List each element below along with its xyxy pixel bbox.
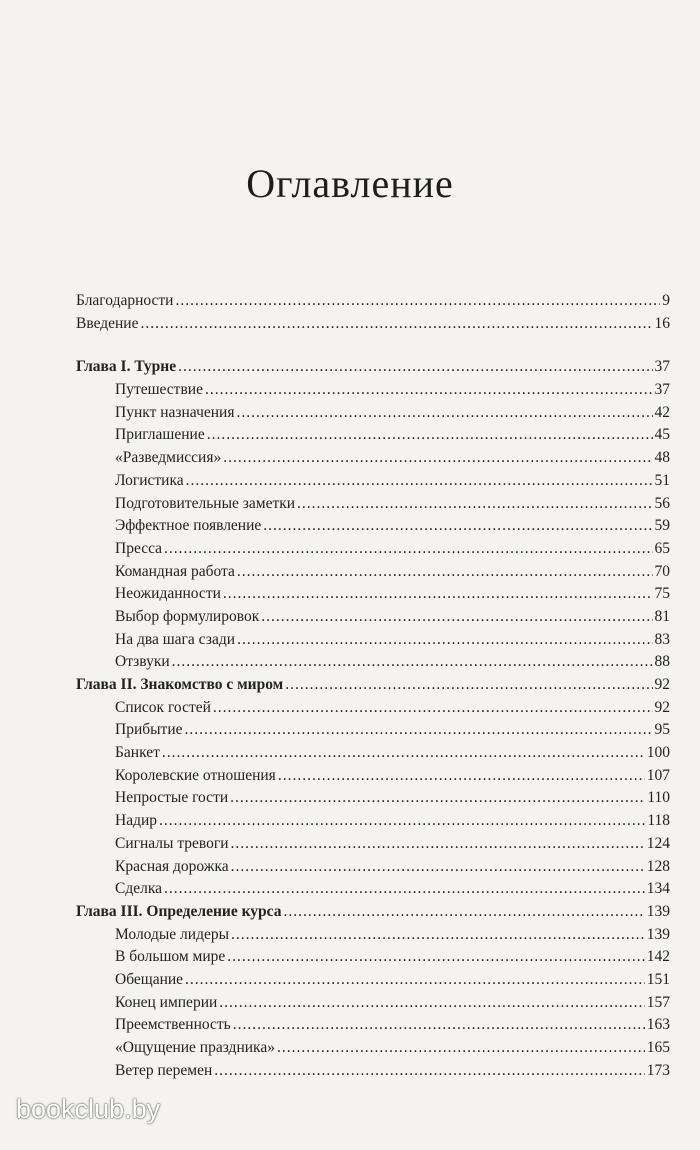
toc-entry-page: 139	[646, 902, 670, 920]
dot-leader	[185, 719, 653, 742]
toc-entry	[76, 878, 670, 901]
toc-entry-title: Молодые лидеры	[115, 925, 229, 943]
watermark: bookclub.by	[16, 1094, 161, 1124]
toc-chapter	[76, 356, 670, 379]
toc-entry-page: 92	[654, 676, 670, 693]
toc-entry-title: Непростые гости	[115, 789, 229, 807]
toc-entry	[76, 810, 670, 833]
toc-entry-title: Эффектное появление	[115, 517, 262, 535]
dot-leader	[285, 674, 652, 697]
toc-entry-title: Выбор формулировок	[115, 607, 260, 625]
toc-entry-title: На два шага сзади	[115, 630, 236, 648]
table-of-contents	[76, 290, 670, 1082]
toc-entry-title: Введение	[76, 314, 139, 332]
dot-leader	[164, 878, 645, 901]
toc-entry-page: 139	[646, 925, 670, 943]
dot-leader	[231, 924, 645, 947]
toc-entry-page: 165	[646, 1039, 670, 1056]
toc-entry-title: Отзвуки	[115, 653, 170, 671]
toc-entry	[76, 924, 670, 947]
dot-leader	[237, 629, 652, 652]
toc-entry	[76, 742, 670, 765]
toc-entry-page: 65	[654, 539, 670, 557]
toc-entry-page: 142	[646, 948, 670, 966]
toc-entry-page: 56	[654, 494, 670, 512]
dot-leader	[185, 969, 645, 992]
toc-entry-page: 134	[646, 880, 670, 898]
toc-entry-page: 48	[654, 449, 670, 467]
dot-leader	[223, 447, 652, 470]
toc-entry-page: 110	[647, 789, 670, 807]
toc-entry-title: Банкет	[115, 744, 160, 762]
toc-entry	[76, 1037, 670, 1060]
toc-entry-page: 157	[646, 993, 670, 1011]
toc-entry-page: 70	[654, 562, 670, 580]
toc-entry	[76, 833, 670, 856]
dot-leader	[205, 379, 653, 402]
toc-entry-title: Подготовительные заметки	[115, 494, 296, 512]
toc-entry	[76, 290, 670, 313]
dot-leader	[186, 470, 653, 493]
dot-leader	[231, 856, 645, 879]
toc-entry-title: Обещание	[115, 970, 184, 988]
toc-entry-page: 37	[654, 381, 670, 399]
toc-entry-page: 128	[646, 857, 670, 875]
toc-entry	[76, 765, 670, 788]
dot-leader	[162, 742, 645, 765]
toc-entry-page: 124	[646, 834, 670, 852]
toc-entry	[76, 719, 670, 742]
toc-entry-title: Глава III. Определение курса	[76, 902, 282, 920]
toc-entry-title: Приглашение	[115, 426, 205, 444]
toc-entry	[76, 538, 670, 561]
dot-leader	[159, 810, 645, 833]
toc-entry-page: 92	[654, 698, 670, 716]
toc-entry-title: Неожиданности	[115, 585, 221, 603]
toc-entry	[76, 493, 670, 516]
toc-entry	[76, 379, 670, 402]
toc-entry	[76, 515, 670, 538]
toc-entry-page: 118	[647, 812, 670, 830]
toc-entry-page: 9	[662, 292, 670, 309]
toc-entry	[76, 697, 670, 720]
toc-entry	[76, 629, 670, 652]
toc-entry	[76, 447, 670, 470]
toc-entry-page: 151	[646, 970, 670, 988]
toc-entry-title: Сделка	[115, 880, 163, 898]
toc-entry	[76, 856, 670, 879]
toc-entry-page: 51	[654, 471, 670, 489]
toc-entry-page: 16	[654, 314, 670, 332]
toc-entry-page: 83	[654, 630, 670, 648]
toc-entry-page: 75	[654, 585, 670, 603]
dot-leader	[213, 697, 653, 720]
toc-entry	[76, 969, 670, 992]
toc-entry	[76, 583, 670, 606]
toc-entry-title: Красная дорожка	[115, 857, 229, 875]
toc-entry	[76, 313, 670, 336]
toc-entry-title: Преемственность	[115, 1016, 231, 1034]
dot-leader	[230, 787, 645, 810]
dot-leader	[284, 901, 645, 924]
toc-entry-page: 107	[646, 766, 670, 784]
dot-leader	[231, 833, 645, 856]
dot-leader	[178, 356, 652, 379]
toc-entry-title: Командная работа	[115, 562, 235, 580]
toc-entry-page: 42	[654, 403, 670, 421]
dot-leader	[233, 1014, 645, 1037]
toc-entry-title: Конец империи	[115, 993, 218, 1011]
toc-entry	[76, 470, 670, 493]
toc-entry-title: Королевские отношения	[115, 766, 276, 784]
toc-entry	[76, 992, 670, 1015]
toc-entry-page: 100	[646, 744, 670, 762]
toc-entry	[76, 787, 670, 810]
dot-leader	[227, 946, 644, 969]
toc-entry-title: «Разведмиссия»	[115, 449, 222, 467]
toc-entry-title: Пресса	[115, 539, 163, 557]
toc-entry-title: Благодарности	[76, 292, 174, 309]
toc-entry	[76, 946, 670, 969]
dot-leader	[140, 313, 652, 336]
toc-entry	[76, 651, 670, 674]
toc-entry-title: Сигналы тревоги	[115, 834, 229, 852]
toc-entry-title: «Ощущение праздника»	[115, 1039, 275, 1056]
dot-leader	[219, 992, 644, 1015]
toc-entry-title: Надир	[115, 812, 158, 830]
dot-leader	[277, 1037, 645, 1060]
dot-leader	[297, 493, 652, 516]
dot-leader	[214, 1060, 644, 1083]
dot-leader	[236, 402, 652, 425]
toc-entry-page: 59	[654, 517, 670, 535]
toc-entry	[76, 424, 670, 447]
toc-entry-title: Логистика	[115, 471, 184, 489]
toc-entry-title: Пункт назначения	[115, 403, 235, 421]
toc-entry	[76, 561, 670, 584]
toc-entry	[76, 606, 670, 629]
dot-leader	[164, 538, 652, 561]
toc-entry-page: 95	[654, 721, 670, 739]
toc-entry	[76, 1014, 670, 1037]
toc-entry-page: 45	[654, 426, 670, 444]
dot-leader	[207, 424, 653, 447]
toc-entry-page: 37	[654, 358, 670, 376]
toc-entry-title: Глава II. Знакомство с миром	[76, 676, 284, 693]
toc-entry-title: Глава I. Турне	[76, 358, 177, 376]
page-title: Оглавление	[246, 161, 454, 206]
dot-leader	[172, 651, 653, 674]
toc-entry	[76, 402, 670, 425]
dot-leader	[175, 290, 660, 313]
toc-entry-title: Ветер перемен	[115, 1061, 213, 1079]
dot-leader	[237, 561, 653, 584]
dot-leader	[278, 765, 645, 788]
toc-chapter	[76, 901, 670, 924]
toc-entry-title: В большом мире	[115, 948, 226, 966]
toc-chapter	[76, 674, 670, 697]
toc-entry-title: Прибытие	[115, 721, 183, 739]
dot-leader	[223, 583, 653, 606]
toc-entry-page: 163	[646, 1016, 670, 1034]
dot-leader	[263, 515, 652, 538]
dot-leader	[261, 606, 652, 629]
toc-entry-page: 81	[654, 607, 670, 625]
toc-entry-page: 88	[654, 653, 670, 671]
toc-entry-title: Список гостей	[115, 698, 211, 716]
toc-entry-title: Путешествие	[115, 381, 203, 399]
toc-entry-page: 173	[646, 1061, 670, 1079]
toc-entry	[76, 1060, 670, 1083]
